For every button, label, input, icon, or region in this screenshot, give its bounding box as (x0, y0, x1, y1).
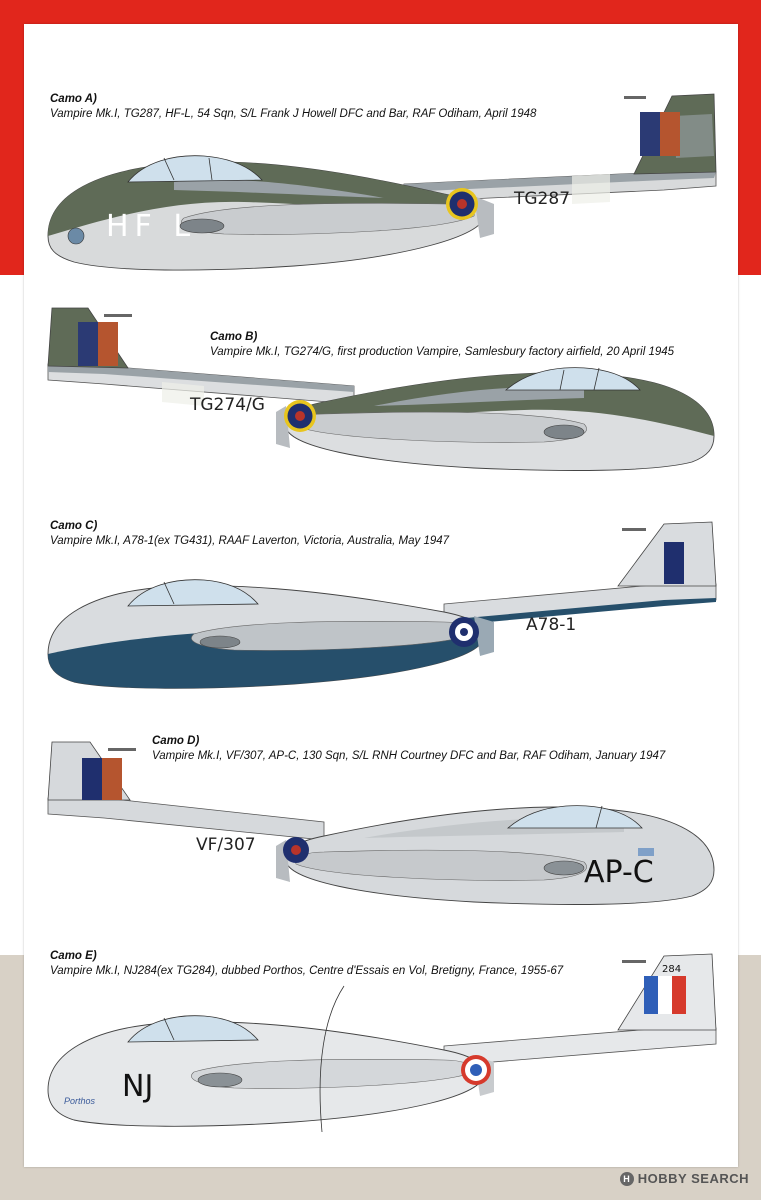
camo-c-aircraft-profile (24, 516, 738, 696)
camo-c-description: Vampire Mk.I, A78-1(ex TG431), RAAF Laverton, Victoria, Australia, May 1947 (50, 535, 450, 547)
camo-b-fin-flash (78, 322, 98, 366)
camo-a-squadron-badge (68, 228, 84, 244)
watermark (620, 1171, 749, 1186)
camo-e-title: Camo E) (50, 950, 97, 962)
camo-b-title: Camo B) (210, 331, 258, 343)
hobby-search-logo-icon: H (620, 1172, 634, 1186)
camo-e-nose-name: Porthos (64, 1096, 96, 1106)
camo-e-description: Vampire Mk.I, NJ284(ex TG284), dubbed Porthos, Centre d'Essais en Vol, Bretigny, France, 1955-67 (50, 965, 564, 977)
camo-c-serial: A78-1 (526, 615, 577, 635)
camo-a-fin-flash (640, 112, 660, 156)
camo-c-fin-flash (664, 542, 684, 584)
camo-b-roundel (284, 400, 316, 432)
camo-a-aircraft-profile (24, 86, 738, 271)
camo-d-serial: VF/307 (196, 835, 256, 855)
camo-d-aircraft-profile (24, 736, 738, 916)
camo-b-serial: TG274/G (190, 395, 265, 415)
camo-d-fin-flash (82, 758, 102, 800)
camo-d-title: Camo D) (152, 735, 200, 747)
camo-b-aircraft-profile (24, 302, 738, 472)
camo-a-title: Camo A) (50, 93, 97, 105)
camo-e-roundel (461, 1055, 491, 1085)
camo-e-fin-number: 284 (662, 964, 682, 975)
camo-e-aircraft-profile (24, 946, 738, 1136)
camo-d-code: AP-C (584, 855, 654, 890)
camo-a-serial: TG287 (514, 189, 571, 209)
camo-d-roundel (283, 837, 309, 863)
camo-a-description: Vampire Mk.I, TG287, HF-L, 54 Sqn, S/L Frank J Howell DFC and Bar, RAF Odiham, April 1948 (50, 108, 537, 120)
camo-e-code: NJ (122, 1069, 154, 1104)
camo-a-roundel (446, 188, 478, 220)
camo-c-roundel (449, 617, 479, 647)
camo-d-description: Vampire Mk.I, VF/307, AP-C, 130 Sqn, S/L RNH Courtney DFC and Bar, RAF Odiham, January 1947 (152, 750, 666, 762)
camo-b-description: Vampire Mk.I, TG274/G, first production Vampire, Samlesbury factory airfield, 20 April 1945 (210, 346, 675, 358)
watermark-text: HOBBY SEARCH (637, 1171, 749, 1186)
camo-c-title: Camo C) (50, 520, 98, 532)
profile-sheet (24, 24, 738, 1167)
camo-a-code: HF L (106, 209, 197, 244)
camo-e-fin-flash (644, 976, 658, 1014)
